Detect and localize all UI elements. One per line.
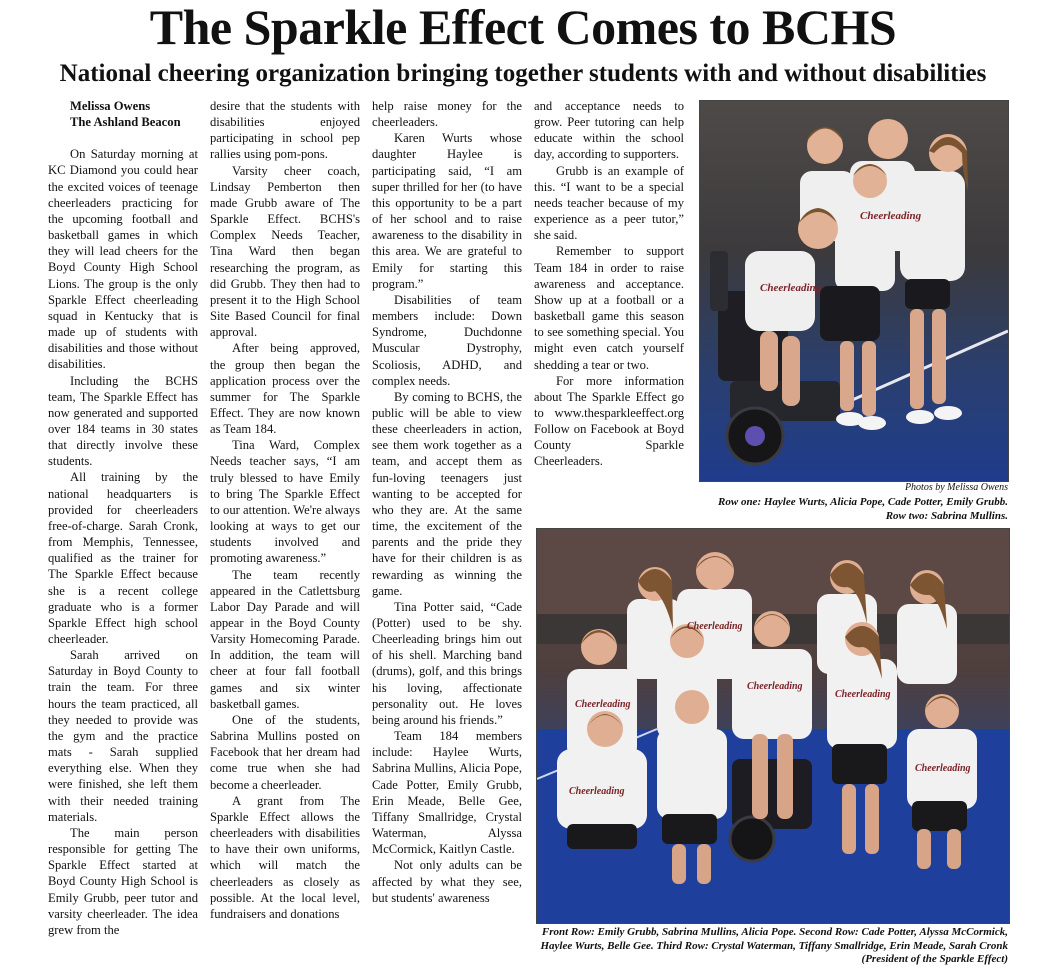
paragraph: Including the BCHS team, The Sparkle Effect has now generated and supported over 184 teams in 30 states that directly involve these students. [48, 373, 198, 469]
photo-illustration [700, 101, 1008, 481]
headline: The Sparkle Effect Comes to BCHS [149, 0, 897, 55]
paragraph: On Saturday morning at KC Diamond you could hear the excited voices of teenage cheerleaders practicing for the upcoming football and basketball games in which they will lead cheers for the Boyd County High School Lions. The group is the only Sparkle Effect cheerleading squad in Kentucky that is made up of students with disabilities and those without disabilities. [48, 147, 198, 372]
article-column-1 [48, 98, 198, 938]
paragraph: By coming to BCHS, the public will be able to view these cheerleaders in action, see them work together as a team, and accept them as fun-loving teenagers just wanting to be accepted for who they are. At the same time, the excitement of the parents and the pride they have for their children is as rewarding as winning the game. [372, 389, 522, 598]
svg-text:Cheerleading: Cheerleading [575, 699, 631, 710]
byline-author: Melissa Owens [70, 99, 151, 113]
paragraph: and acceptance needs to grow. Peer tutoring can help educate within the school day, according to supporters. [534, 99, 684, 162]
paragraph: Team 184 members include: Haylee Wurts, Sabrina Mullins, Alicia Pope, Cade Potter, Emily Grubb, Erin Meade, Belle Gee, Tiffany Smallridge, Crystal Waterman, Alyssa McCormick, Kaitlyn Castle. [372, 729, 522, 857]
paragraph: Tina Ward, Complex Needs teacher says, “I am truly blessed to have Emily to bring The Sparkle Effect to our attention. We're always looking at ways to get our students involved and promoting awareness.” [210, 438, 360, 566]
svg-text:Cheerleading: Cheerleading [835, 689, 891, 700]
byline-publication: The Ashland Beacon [70, 115, 181, 130]
svg-text:Cheerleading: Cheerleading [760, 282, 822, 294]
svg-text:Cheerleading: Cheerleading [569, 786, 625, 797]
svg-text:Cheerleading: Cheerleading [860, 210, 922, 222]
paragraph: For more information about The Sparkle Effect go to www.thesparkleeffect.org Follow on Facebook at Boyd County Sparkle Cheerleaders. [534, 373, 684, 469]
svg-text:Cheerleading: Cheerleading [687, 621, 743, 632]
photo-caption-top: Row one: Haylee Wurts, Alicia Pope, Cade Potter, Emily Grubb. Row two: Sabrina Mullins. [718, 496, 1008, 522]
paragraph: Disabilities of team members include: Down Syndrome, Duchdonne Muscular Dystrophy, Scoliosis, ADHD, and complex needs. [372, 292, 522, 388]
paragraph: The main person responsible for getting The Sparkle Effect started at Boyd County High School is Emily Grubb, peer tutor and varsity cheerleader. The idea grew from the [48, 825, 198, 937]
svg-text:Cheerleading: Cheerleading [747, 681, 803, 692]
photo-team-small-group [699, 100, 1009, 482]
paragraph: After being approved, the group then began the application process over the summer for The Sparkle Effect. They are now known as Team 184. [210, 341, 360, 437]
photo-full-team [536, 528, 1010, 924]
paragraph: Sarah arrived on Saturday in Boyd County to train the team. For three hours the team practiced, all they needed to provide was the gym and the practice mats - Sarah supplied everything else. When they were finished, she left them with their needed training materials. [48, 648, 198, 824]
paragraph: The team recently appeared in the Catlettsburg Labor Day Parade and will appear in the Boyd County Varsity Homecoming Parade. In addition, the team will cheer at four fall football games and six winter basketball games. [210, 567, 360, 711]
paragraph: Not only adults can be affected by what they see, but students' awareness [372, 858, 522, 905]
article-column-3 [372, 98, 522, 906]
paragraph: One of the students, Sabrina Mullins posted on Facebook that her dream had come true when she had become a cheerleader. [210, 712, 360, 792]
paragraph: A grant from The Sparkle Effect allows the cheerleaders with disabilities to have their own uniforms, which will match the cheerleaders as closely as possible. At the local level, fundraisers and donations [210, 793, 360, 921]
paragraph: Varsity cheer coach, Lindsay Pemberton then made Grubb aware of The Sparkle Effect. BCHS's Complex Needs Teacher, Tina Ward then began researching the program, as did Grubb. They then had to present it to the High School Site Based Council for final approval. [210, 163, 360, 340]
photo-credit: Photos by Melissa Owens [904, 482, 1008, 493]
paragraph: Tina Potter said, “Cade (Potter) used to be shy. Cheerleading brings him out of his shell. Marching band (drums), golf, and this brings his loving, affectionate personality out. He loves being around his friends.” [372, 599, 522, 727]
paragraph: help raise money for the cheerleaders. [372, 99, 522, 130]
paragraph: desire that the students with disabilities enjoyed participating in school pep rallies using pom-pons. [210, 99, 360, 162]
paragraph: Grubb is an example of this. “I want to be a special needs teacher because of my experience as a peer tutor,” she said. [534, 163, 684, 243]
photo-caption-bottom: Front Row: Emily Grubb, Sabrina Mullins, Alicia Pope. Second Row: Cade Potter, Alyssa McCormick, Haylee Wurts, Belle Gee. Third Row: Crystal Waterman, Tiffany Smallridge, Erin Meade, Sarah Cronk (President of the Sparkle Effect) [540, 926, 1008, 965]
svg-text:Cheerleading: Cheerleading [915, 763, 971, 774]
paragraph: Remember to support Team 184 in order to raise awareness and acceptance. Show up at a football or a basketball game this season to see something special. You might even catch yourself shedding a tear or two. [534, 244, 684, 372]
article-column-4 [534, 98, 684, 470]
paragraph: Karen Wurts whose daughter Haylee is participating said, “I am super thrilled for her (to have this opportunity to be a part of her school and to raise awareness to the disability in this area. We are grateful to Emily for starting this program.” [372, 131, 522, 291]
paragraph: All training by the national headquarters is provided for cheerleaders free-of-charge. Sarah Cronk, from Memphis, Tennessee, qualified as the trainer for The Sparkle Effect because she is a recent college graduate who is a former Sparkle Effect high school cheerleader. [48, 470, 198, 646]
subheadline: National cheering organization bringing together students with and without disabilities [59, 60, 987, 87]
photo-illustration [537, 529, 1009, 923]
article-column-2 [210, 98, 360, 922]
